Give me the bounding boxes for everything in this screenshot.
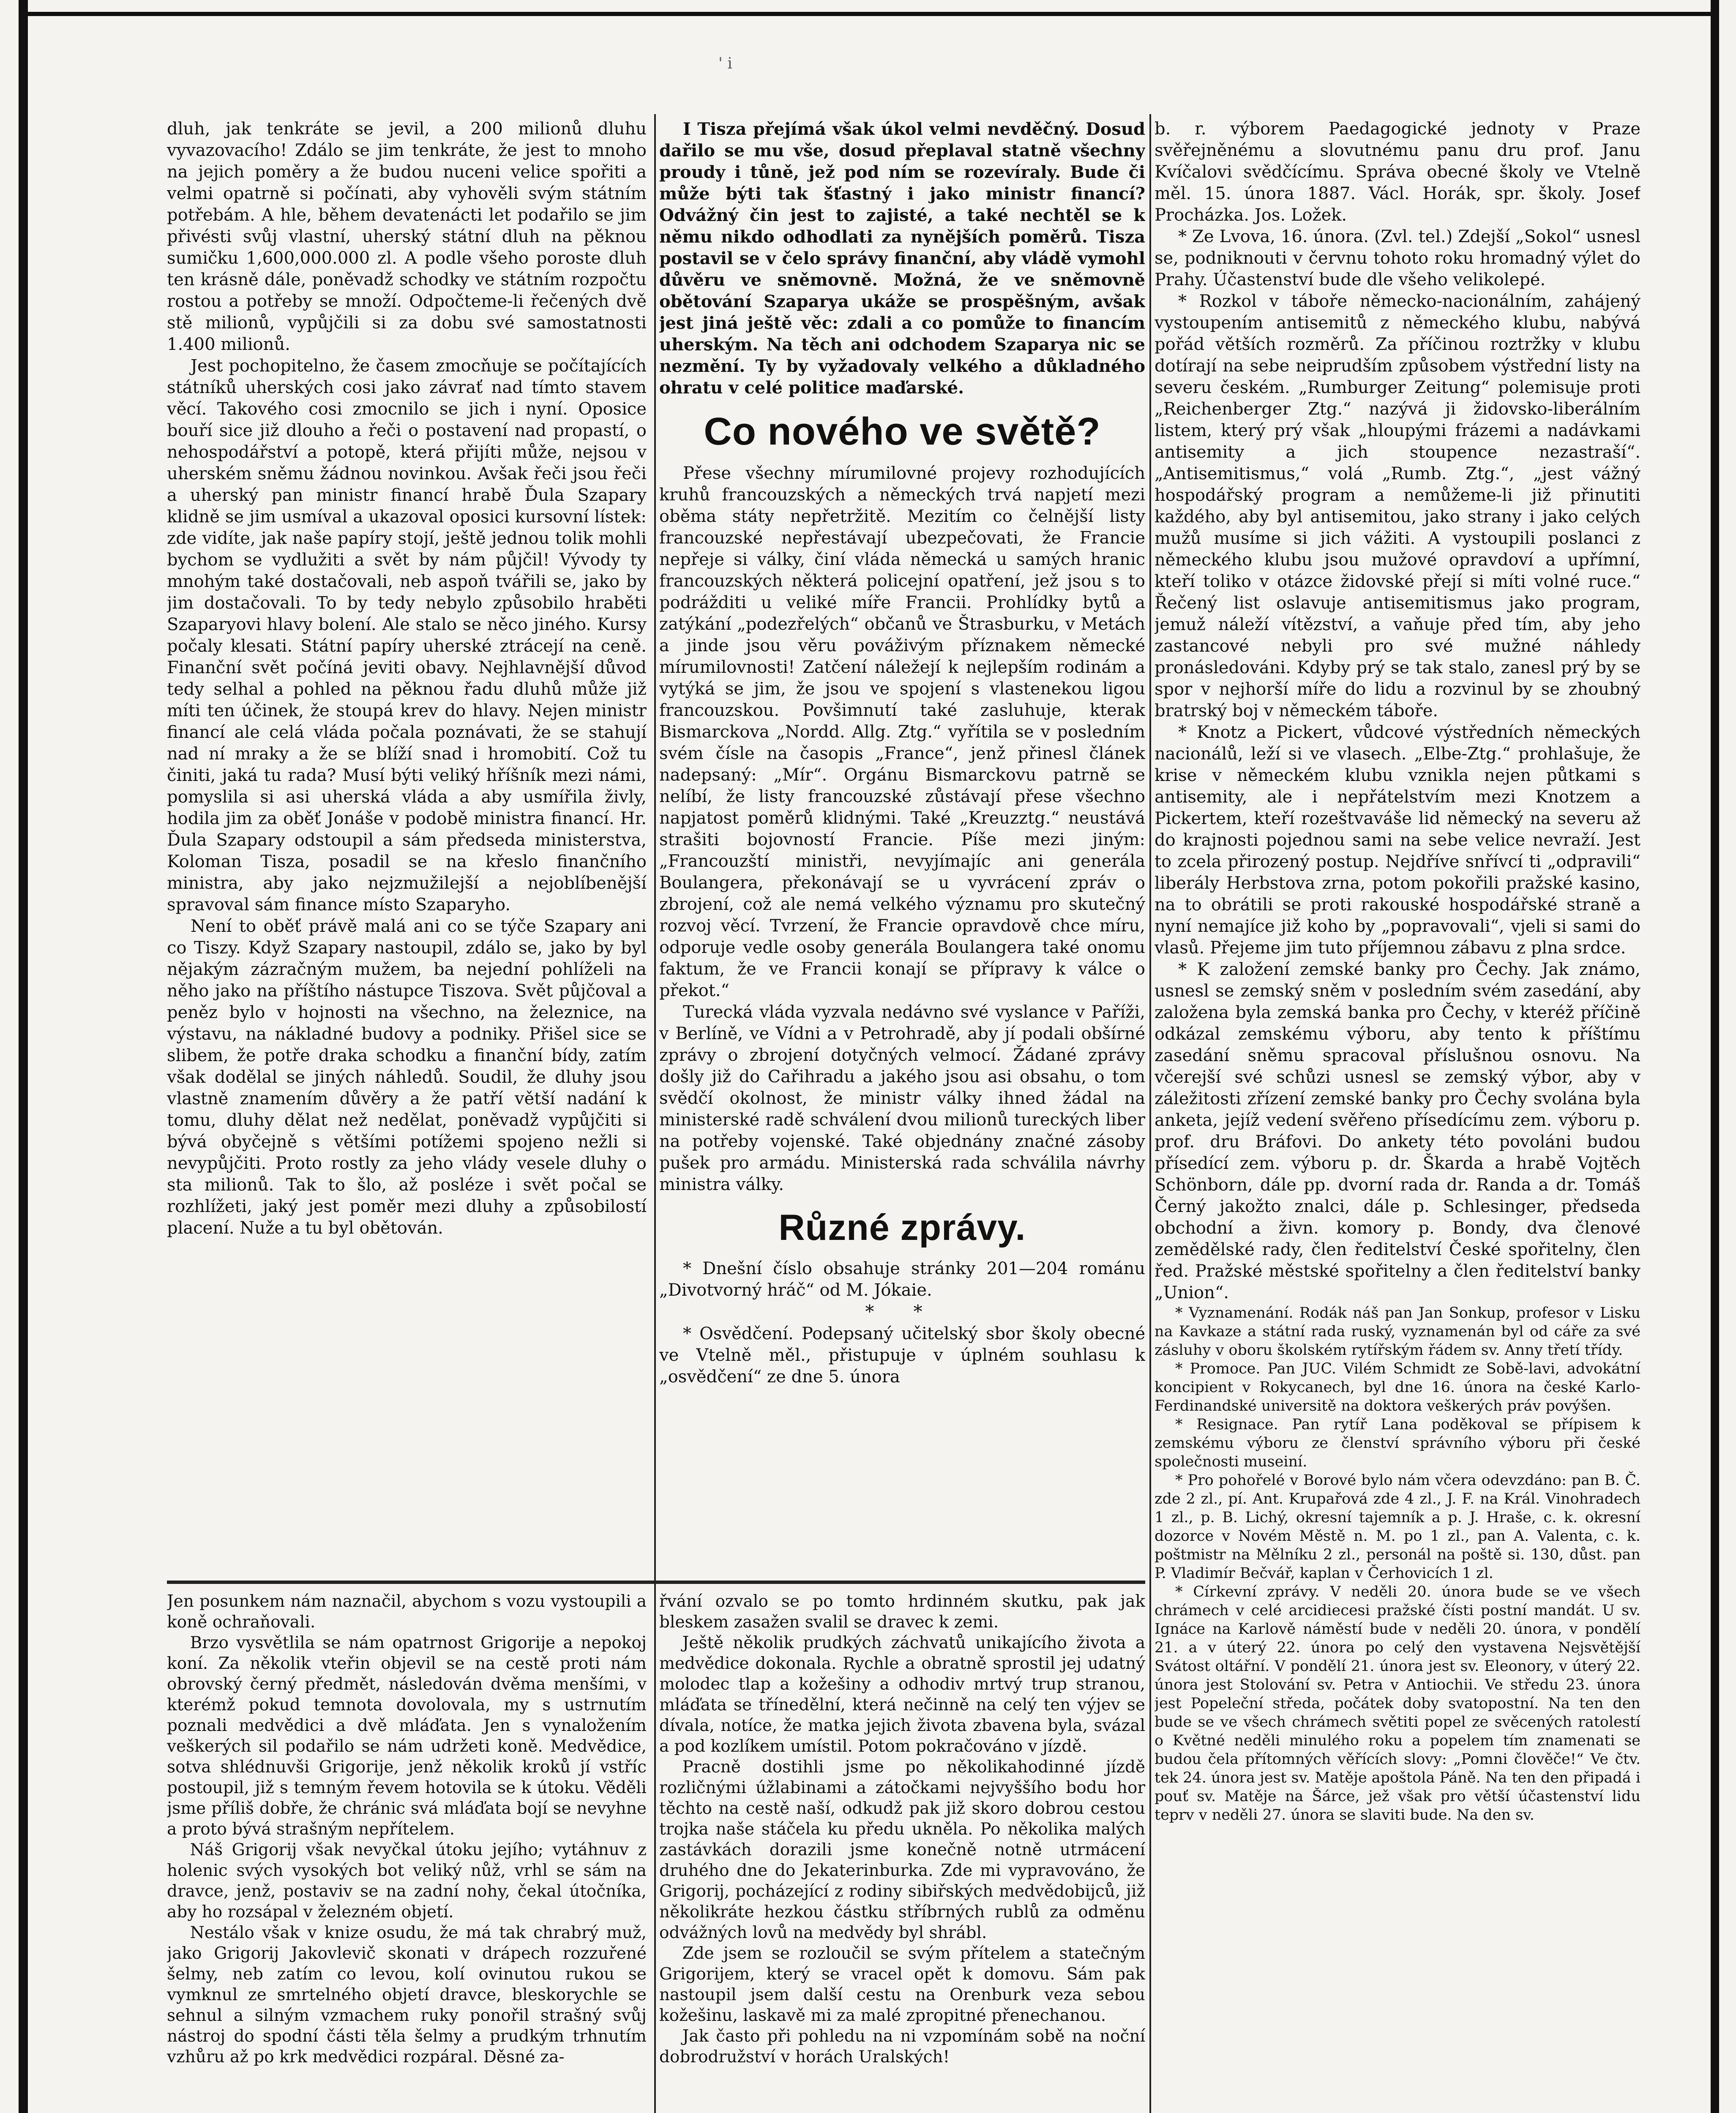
story-paragraph: Ještě několik prudkých záchvatů unikajícího života a medvědice dokonala. Rychle a obratně sprostil jej udatný molodec tlap a kožešiny a odhodiv mrtvý trup stranou, mláďata se třínedělní, která nečinně na celý ten výjev se dívala, notíce, že matka jejich života zbavena byla, svázal a pod kozlíkem umístil. Potom pokračováno v jízdě. xyxy=(659,1633,1145,1756)
section-heading-various-news: Různé zprávy. xyxy=(778,1207,1026,1248)
small-notes xyxy=(1155,1304,1640,1824)
column-1-article xyxy=(167,118,647,1602)
news-item: * Rozkol v táboře německo-nacionálním, zahájený vystoupením antisemitů z německého klubu, nabývá pořád větších rozměrů. Za příčinou roztržky v klubu dotírají na sebe neiprudším způsobem výstřední listy na severu českém. „Rumburger Zeitung“ polemisuje proti „Reichenberger Ztg.“ nazývá ji židovsko-liberálním listem, který prý však „hloupými frázemi a nadávkami antisemity a jich stoupence nezastraší“. „Antisemitismus,“ volá „Rumb. Ztg.“, „jest vážný hospodářský program a nemůžeme-li již přinutiti každého, aby byl antisemitou, jako strany i jako celých mužů musíme si jich vážiti. A vystoupili poslanci z německého klubu jsou mužové opravdoví a upřímní, kteří toliko v otázce židovské přejí si míti volné ruce.“ Řečený list oslavuje antisemitismus jako program, jemuž náleží vítězství, a vaňuje před tím, aby jeho zastancové nebyli pro své mužné náhledy pronásledováni. Kdyby prý se tak stalo, zanesl prý by se spor v nejhorší míře do lidu a rozvinul by se zhoubný bratrský boj v německém táboře. xyxy=(1155,292,1640,721)
article-paragraph: Turecká vláda vyzvala nedávno své vyslance v Paříži, v Berlíně, ve Vídni a v Petrohradě, aby jí podali obšírné zprávy o zbrojení dotyčných velmocí. Žádané zprávy došly již do Cařihradu a jakého jsou asi obsahu, o tom svědčí okolnost, že ministr války ihned žádal na ministerské radě schválení dvou milionů tureckých liber na potřeby vojenské. Také objednány značné zásoby pušek pro armádu. Ministerská rada schválila návrhy ministra války. xyxy=(659,1002,1145,1194)
article-paragraph: Jest pochopitelno, že časem zmocňuje se počítajících státníků uherských cosi jako závrať nad tímto stavem věcí. Takového cosi zmocnilo se jich i nyní. Oposice bouří sice již dlouho a řeči o postavení nad propastí, o nehospodářství a potopě, která přijíti může, nejsou v uherském sněmu žádnou novinkou. Avšak řeči jsou řeči a uherský pan ministr financí hrabě Ďula Szapary klidně se jim usmíval a ukazoval oposici kursovní lístek: zde vidíte, jak naše papíry stojí, ještě jednou tolik mohli bychom se vydlužiti a svět by nám půjčil! Vývody ty mnohým také dostačovali, neb aspoň tvářili se, jako by jim dostačovali. To by tedy nebylo způsobilo hraběti Szaparyovi hlavy bolení. Ale stalo se něco jiného. Kursy počaly klesati. Státní papíry uherské ztrácejí na ceně. Finanční svět počíná jeviti obavy. Nejhlavnější důvod tedy selhal a pohled na pěknou řadu dluhů může již míti ten účinek, že stoupá krev do hlavy. Nejen ministr financí ale celá vláda počala poznávati, že se stahují nad ní mraky a že se blíží snad i hromobití. Což tu činiti, jaká tu rada? Musí býti veliký hříšník mezi námi, pomyslila si asi uherská vláda a aby usmířila živly, hodila jim za oběť Jonáše v podobě ministra financí. Hr. Ďula Szapary odstoupil a sám předseda ministerstva, Koloman Tisza, posadil se na křeslo finančního ministra, aby jako nejzmužilejší a nejoblíbenější spravoval sám finance místo Szaparyho. xyxy=(167,356,647,915)
top-border xyxy=(19,12,1719,16)
small-note: * Resignace. Pan rytíř Lana poděkoval se přípisem k zemskému výboru ze členství správního výboru při české společnosti museiní. xyxy=(1155,1416,1640,1470)
article-paragraph: I Tisza přejímá však úkol velmi nevděčný. Dosud dařilo se mu vše, dosud přeplaval statně všechny proudy i tůně, jež pod ním se rozevíraly. Bude či může býti tak šťastný i jako ministr financí? Odvážný čin jest to zajisté, a také nechtěl se k němu nikdo odhodlati za nynějších poměrů. Tisza postavil se v čelo správy finanční, aby vládě vymohl důvěru ve sněmovně. Možná, že ve sněmovně obětování Szaparya ukáže se prospěšným, avšak jest jiná ještě věc: zdali a co pomůže to financím uherským. Na těch ani odchodem Szaparya nic se nezmění. Ty by vyžadovaly velkého a důkladného ohratu v celé politice maďarské. xyxy=(659,119,1145,398)
small-note: * Pro pohořelé v Borové bylo nám včera odevzdáno: pan B. Č. zde 2 zl., pí. Ant. Krupařová zde 4 zl., J. F. na Král. Vinohradech 1 zl., p. B. Lichý, okresní tajemník a p. J. Hraše, c. k. okresní dozorce v Novém Městě n. M. po 1 zl., pan A. Valenta, c. k. poštmistr na Mělníku 2 zl., personál na poště si. 130, důst. pan P. Vladimír Bečvář, kaplan v Čerhovicích 1 zl. xyxy=(1155,1472,1640,1582)
feuilleton-column-2 xyxy=(659,1591,1145,2113)
story-paragraph: Náš Grigorij však nevyčkal útoku jejího; vytáhnuv z holenic svých vysokých bot veliký nůž, vrhl se sám na dravce, jenž, postaviv se na zadní nohy, čekal útočníka, aby ho rozsápal v železném objetí. xyxy=(167,1840,647,1922)
small-note: * Církevní zprávy. V neděli 20. února bude se ve všech chrámech v celé arcidiecesi pražské čísti postní mandát. U sv. Ignáce na Karlově náměstí bude v neděli 20. února, v pondělí 21. a v úterý 22. února po celý den vystavena Nejsvětější Svátost oltářní. V pondělí 21. února jest sv. Eleonory, v úterý 22. února jest Stolování sv. Petra v Antiochii. Ve středu 23. února jest Popeleční středa, počátek doby svatopostní. Na ten den bude se ve všech chrámech světiti popel ze svěcených ratolestí o Květné neděli minulého roku a popelem tím znamenati se budou čela přítomných věřících slovy: „Pomni člověče!“ Ve čtv. tek 24. února jest sv. Matěje apoštola Páně. Na ten den připadá i pouť sv. Matěje na Šárce, jež však pro větší účastenství lidu teprv v neděli 27. února se slaviti bude. Na den sv. xyxy=(1155,1583,1640,1824)
story-paragraph: Zde jsem se rozloučil se svým přítelem a statečným Grigorijem, který se vracel opět k domovu. Sám pak nastoupil jsem další cestu na Orenburk veza sebou kožešinu, laskavě mi za malé zpropitné přenechanou. xyxy=(659,1944,1145,2025)
story-paragraph: Jak často při pohledu na ni vzpomínám sobě na noční dobrodružství v horách Uralských! xyxy=(659,2027,1145,2067)
right-border xyxy=(1711,0,1719,2113)
asterism-divider: * * xyxy=(865,1301,939,1322)
section-heading-world-news: Co nového ve světě? xyxy=(704,410,1101,453)
news-item: * Osvědčení. Podepsaný učitelský sbor školy obecné ve Vtelně měl., přistupuje v úplném souhlasu k „osvědčení“ ze dne 5. února xyxy=(659,1324,1145,1387)
news-item: * Ze Lvova, 16. února. (Zvl. tel.) Zdejší „Sokol“ usnesl se, podniknouti v červnu tohoto roku hromadný výlet do Prahy. Účastenství bude dle všeho velikolepé. xyxy=(1155,227,1640,289)
news-item: * K založení zemské banky pro Čechy. Jak známo, usnesl se zemský sněm v posledním svém zasedání, aby založena byla zemská banka pro Čechy, v kteréž příčině odkázal zemskému výboru, aby tento k příštímu zasedání sněmu spracoval příslušnou osnovu. Na včerejší své schůzi usnesl se zemský výbor, aby v záležitosti zřízení zemské banky pro Čechy svolána byla anketa, jejíž vedení svěřeno přísedícímu zem. výboru p. prof. dru Bráfovi. Do ankety této povoláni budou přísedící zem. výboru p. dr. Škarda a hrabě Vojtěch Schönborn, dále pp. dvorní rada dr. Randa a dr. Tomáš Černý jakožto znalci, dále p. Schlesinger, předseda obchodní a živn. komory p. Bondy, dva členové zemědělské rady, člen ředitelství České spořitelny, člen řed. Pražské městské spořitelny a člen ředitelství banky „Union“. xyxy=(1155,960,1640,1302)
story-paragraph: Jen posunkem nám naznačil, abychom s vozu vystoupili a koně ochraňovali. xyxy=(167,1592,647,1632)
news-item: * Dnešní číslo obsahuje stránky 201—204 románu „Divotvorný hráč“ od M. Jókaie. xyxy=(659,1259,1145,1300)
story-paragraph: Nestálo však v knize osudu, že má tak chrabrý muž, jako Grigorij Jakovlevič skonati v drápech rozzuřené šelmy, neb zatím co levou, kolí ovinutou rukou se vymknul ze smrtelného objetí dravce, bleskorychle se sehnul a silným vzmachem ruky ponořil strašný svůj nástroj do spodní části těla šelmy a prudkým trhnutím vzhůru až po krk medvědici rozpáral. Děsné za- xyxy=(167,1923,647,2067)
column-3-news xyxy=(1155,118,1640,2113)
left-border xyxy=(19,0,28,2113)
column-rule-1 xyxy=(654,114,656,2113)
small-note: * Vyznamenání. Rodák náš pan Jan Sonkup, profesor v Lisku na Kavkaze a státní rada ruský, vyznamenán byl od cáře za své zásluhy v oboru školském rytířským řádem sv. Anny třetí třídy. xyxy=(1155,1305,1640,1359)
article-paragraph: Není to oběť právě malá ani co se týče Szapary ani co Tiszy. Když Szapary nastoupil, zdálo se, jako by byl nějakým zázračným mužem, ba nejední pohlíželi na něho jako na příštího nástupce Tiszova. Svět půjčoval a peněz bylo v hojnosti na všechno, na železnice, na výstavu, na nákladné budovy a podniky. Přišel sice se slibem, že potře draka schodku a finanční bídy, zatím však dodělal se jiných náhledů. Soudil, že dluhy jsou vlastně znamením důvěry a že patří větší nadání k tomu, dluhy dělat než nedělat, poněvadž vypůjčiti si bývá obyčejně s většími potížemi spojeno nežli si nevypůjčiti. Proto rostly za jeho vlády vesele dluhy o sta milionů. Tak to šlo, až posléze i svět počal se rozhlížeti, jaký jest poměr mezi dluhy a způsobilostí placení. Nuže a tu byl obětován. xyxy=(167,917,647,1238)
story-paragraph: řvání ozvalo se po tomto hrdinném skutku, pak jak bleskem zasažen svalil se dravec k zemi. xyxy=(659,1592,1145,1632)
feuilleton-divider xyxy=(167,1581,1145,1584)
story-paragraph: Pracně dostihli jsme po několikahodinné jízdě rozličnými úžlabinami a zátočkami nejvyššího bodu hor těchto na cestě naší, odkudž pak již skoro dobrou cestou trojka naše stáčela ku předu ukněla. Po několika malých zastávkách dorazili jsme konečně notně utrmácení druhého dne do Jekaterinburka. Zde mi vypravováno, že Grigorij, pocházející z rodiny sibiřských medvědobijců, již několikráte hezkou částku stříbrných rublů za odměnu odvážných lovů na medvědy byl shrábl. xyxy=(659,1758,1145,1942)
feuilleton-column-1 xyxy=(167,1591,647,2113)
top-mark: ' i xyxy=(718,55,732,72)
column-rule-2 xyxy=(1149,114,1151,2113)
column-2-article xyxy=(659,118,1145,1606)
news-item: b. r. výborem Paedagogické jednoty v Praze svěřejněnému a slovutnému panu dru prof. Janu Kvíčalovi svědčícímu. Správa obecné školy ve Vtelně měl. 15. února 1887. Václ. Horák, spr. školy. Josef Procházka. Jos. Ložek. xyxy=(1155,119,1640,225)
story-paragraph: Brzo vysvětlila se nám opatrnost Grigorije a nepokoj koní. Za několik vteřin objevil se na cestě proti nám obrovský černý předmět, následován dvěma menšími, v kterémž pokud temnota dovolovala, my s ustrnutím poznali medvědici a dvě mláďata. Jen s vynaložením veškerých sil podařilo se nám udržeti koně. Medvědice, sotva shlédnuvši Grigorije, jenž několik kroků jí vstříc postoupil, již s temným řevem hotovila se k útoku. Věděli jsme příliš dobře, že chránic svá mláďata bojí se nevyhne a proto bývá strašným nepřítelem. xyxy=(167,1633,647,1839)
article-paragraph: dluh, jak tenkráte se jevil, a 200 milionů dluhu vyvazovacího! Zdálo se jim tenkráte, že jest to mnoho na jejich poměry a že budou nuceni velice spořiti a velmi opatrně si počínati, aby vyhověli svým státním potřebám. A hle, během devatenácti let podařilo se jim přivésti svůj vlastní, uherský státní dluh na pěknou sumičku 1,600,000.000 zl. A podle všeho poroste dluh ten krásně dále, poněvadž schodky ve státním rozpočtu rostou a potřeby se množí. Odpočteme-li řečených dvě stě milionů, vypůjčili si za dobu své samostatnosti 1.400 milionů. xyxy=(167,119,647,354)
small-note: * Promoce. Pan JUC. Vilém Schmidt ze Sobě-lavi, advokátní koncipient v Rokycanech, byl dne 16. února na české Karlo-Ferdinandské universitě na doktora veškerých práv povýšen. xyxy=(1155,1360,1640,1414)
article-paragraph: Přese všechny mírumilovné projevy rozhodujících kruhů francouzských a německých trvá napjetí mezi oběma státy nepřetržitě. Mezitím co čelnější listy francouzské nepřestávají ubezpečovati, že Francie nepřeje si války, činí vláda německá u samých hranic francouzských některá policejní opatření, jež jsou s to podrážditi u veliké míře Francii. Prohlídky bytů a zatýkání „podezřelých“ občanů ve Štrasburku, v Metách a jinde jsou věru pováživým příznakem německé mírumilovnosti! Zatčení náležejí k nejlepším rodinám a vytýká se jim, že jsou ve spojení s vlastenekou ligou francouzskou. Povšimnutí také zasluhuje, kterak Bismarckova „Nordd. Allg. Ztg.“ vyřítila se v posledním svém čísle na časopis „France“, jenž přinesl článek nadepsaný: „Mír“. Orgánu Bismarckovu patrně se nelíbí, že listy francouzské zůstávají přese všechno napjatost poměrů klidnými. Také „Kreuzztg.“ neustává strašiti bojovností Francie. Píše mezi jiným: „Francouzští ministři, nevyjímajíc ani generála Boulangera, překonávají se u vyvrácení zpráv o zbrojení, což ale nemá velkého významu pro skutečný rozvoj věcí. Tvrzení, že Francie opravdově chce míru, odporuje vedle osoby generála Boulangera také onomu faktum, že ve Francii konají se přípravy k válce o překot.“ xyxy=(659,464,1145,1000)
news-item: * Knotz a Pickert, vůdcové výstředních německých nacionálů, leží si ve vlasech. „Elbe-Ztg.“ prohlašuje, že krise v německém klubu vznikla nejen půtkami s antisemity, ale i nepřátelstvím mezi Knotzem a Pickertem, kteří rozeštvaváše lid německý na severu až do krajnosti pojednou sami na sebe velice nevraží. Jest to zcela přirozený postup. Nejdříve snřívcí ti „odpravili“ liberály Herbstova zrna, potom pokořili pražské kasino, na to obrátili se proti rakouské hospodářské straně a nyní nemajíce již koho by „popravovali“, vjeli si sami do vlasů. Přejeme jim tuto příjemnou zábavu z plna srdce. xyxy=(1155,723,1640,958)
